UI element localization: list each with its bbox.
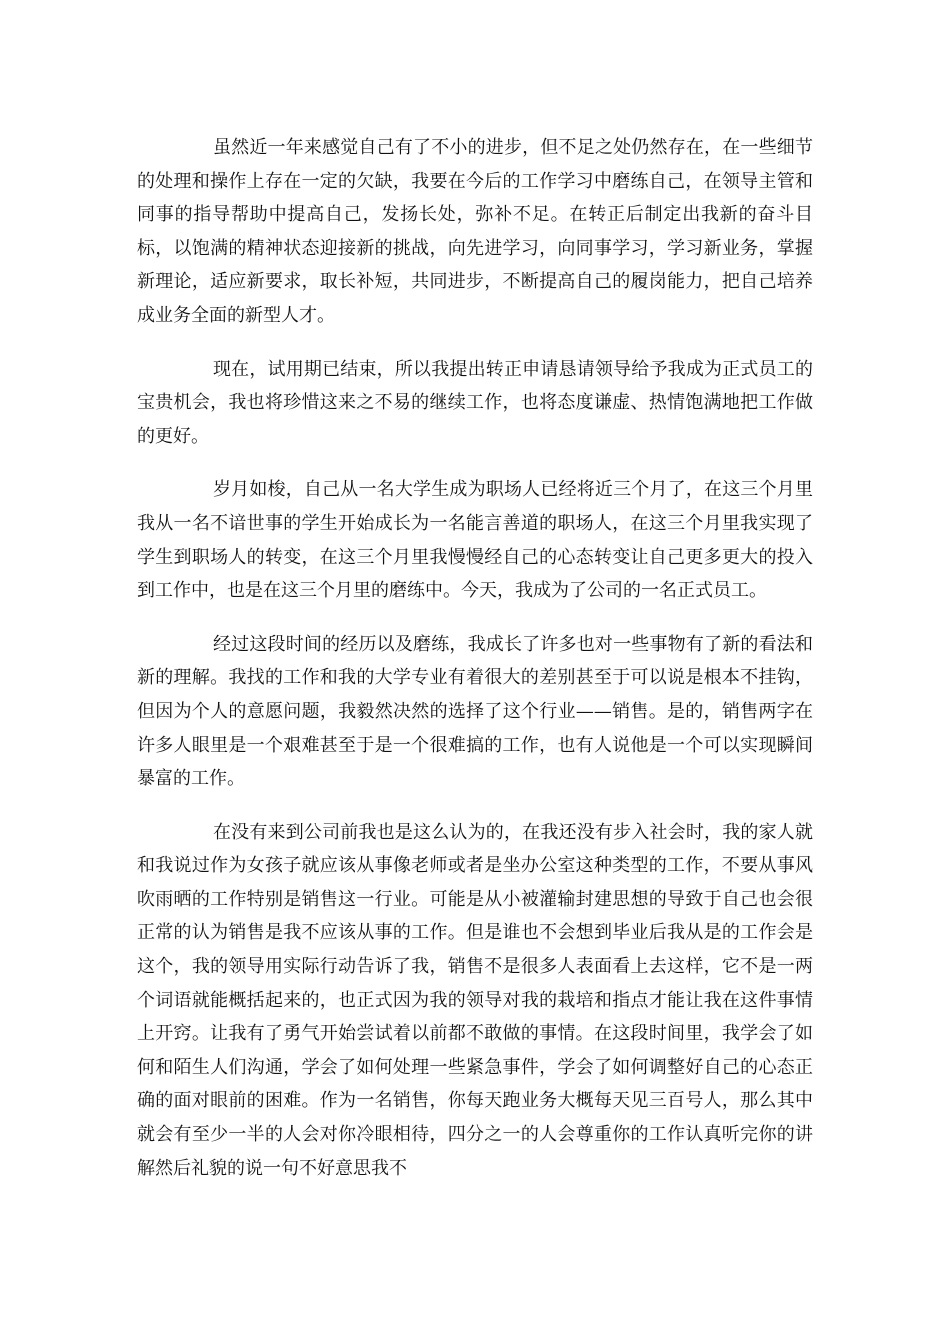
document-body [137,131,813,1205]
paragraph: 虽然近一年来感觉自己有了不小的进步，但不足之处仍然存在，在一些细节的处理和操作上存在一定的欠缺，我要在今后的工作学习中磨练自己，在领导主管和同事的指导帮助中提高自己，发扬长处，弥补不足。在转正后制定出我新的奋斗目标，以饱满的精神状态迎接新的挑战，向先进学习，向同事学习，学习新业务，掌握新理论，适应新要求，取长补短，共同进步，不断提高自己的履岗能力，把自己培养成业务全面的新型人才。 [137,137,813,326]
paragraph: 经过这段时间的经历以及磨练，我成长了许多也对一些事物有了新的看法和新的理解。我找的工作和我的大学专业有着很大的差别甚至于可以说是根本不挂钩，但因为个人的意愿问题，我毅然决然的选择了这个行业——销售。是的，销售两字在许多人眼里是一个艰难甚至于是一个很难搞的工作，也有人说他是一个可以实现瞬间暴富的工作。 [137,633,813,790]
paragraph: 岁月如梭，自己从一名大学生成为职场人已经将近三个月了，在这三个月里我从一名不谙世事的学生开始成长为一名能言善道的职场人，在这三个月里我实现了学生到职场人的转变，在这三个月里我慢慢经自己的心态转变让自己更多更大的投入到工作中，也是在这三个月里的磨练中。今天，我成为了公司的一名正式员工。 [137,479,813,602]
paragraph: 现在，试用期已结束，所以我提出转正申请恳请领导给予我成为正式员工的宝贵机会，我也将珍惜这来之不易的继续工作，也将态度谦虚、热情饱满地把工作做的更好。 [137,358,813,447]
paragraph: 在没有来到公司前我也是这么认为的，在我还没有步入社会时，我的家人就和我说过作为女孩子就应该从事像老师或者是坐办公室这种类型的工作，不要从事风吹雨晒的工作特别是销售这一行业。可能是从小被灌输封建思想的导致于自己也会很正常的认为销售是我不应该从事的工作。但是谁也不会想到毕业后我从是的工作会是这个，我的领导用实际行动告诉了我，销售不是很多人表面看上去这样，它不是一两个词语就能概括起来的，也正式因为我的领导对我的栽培和指点才能让我在这件事情上开窍。让我有了勇气开始尝试着以前都不敢做的事情。在这段时间里，我学会了如何和陌生人们沟通，学会了如何处理一些紧急事件，学会了如何调整好自己的心态正确的面对眼前的困难。作为一名销售，你每天跑业务大概每天见三百号人，那么其中就会有至少一半的人会对你冷眼相待，四分之一的人会尊重你的工作认真听完你的讲解然后礼貌的说一句不好意思我不 [137,821,813,1179]
